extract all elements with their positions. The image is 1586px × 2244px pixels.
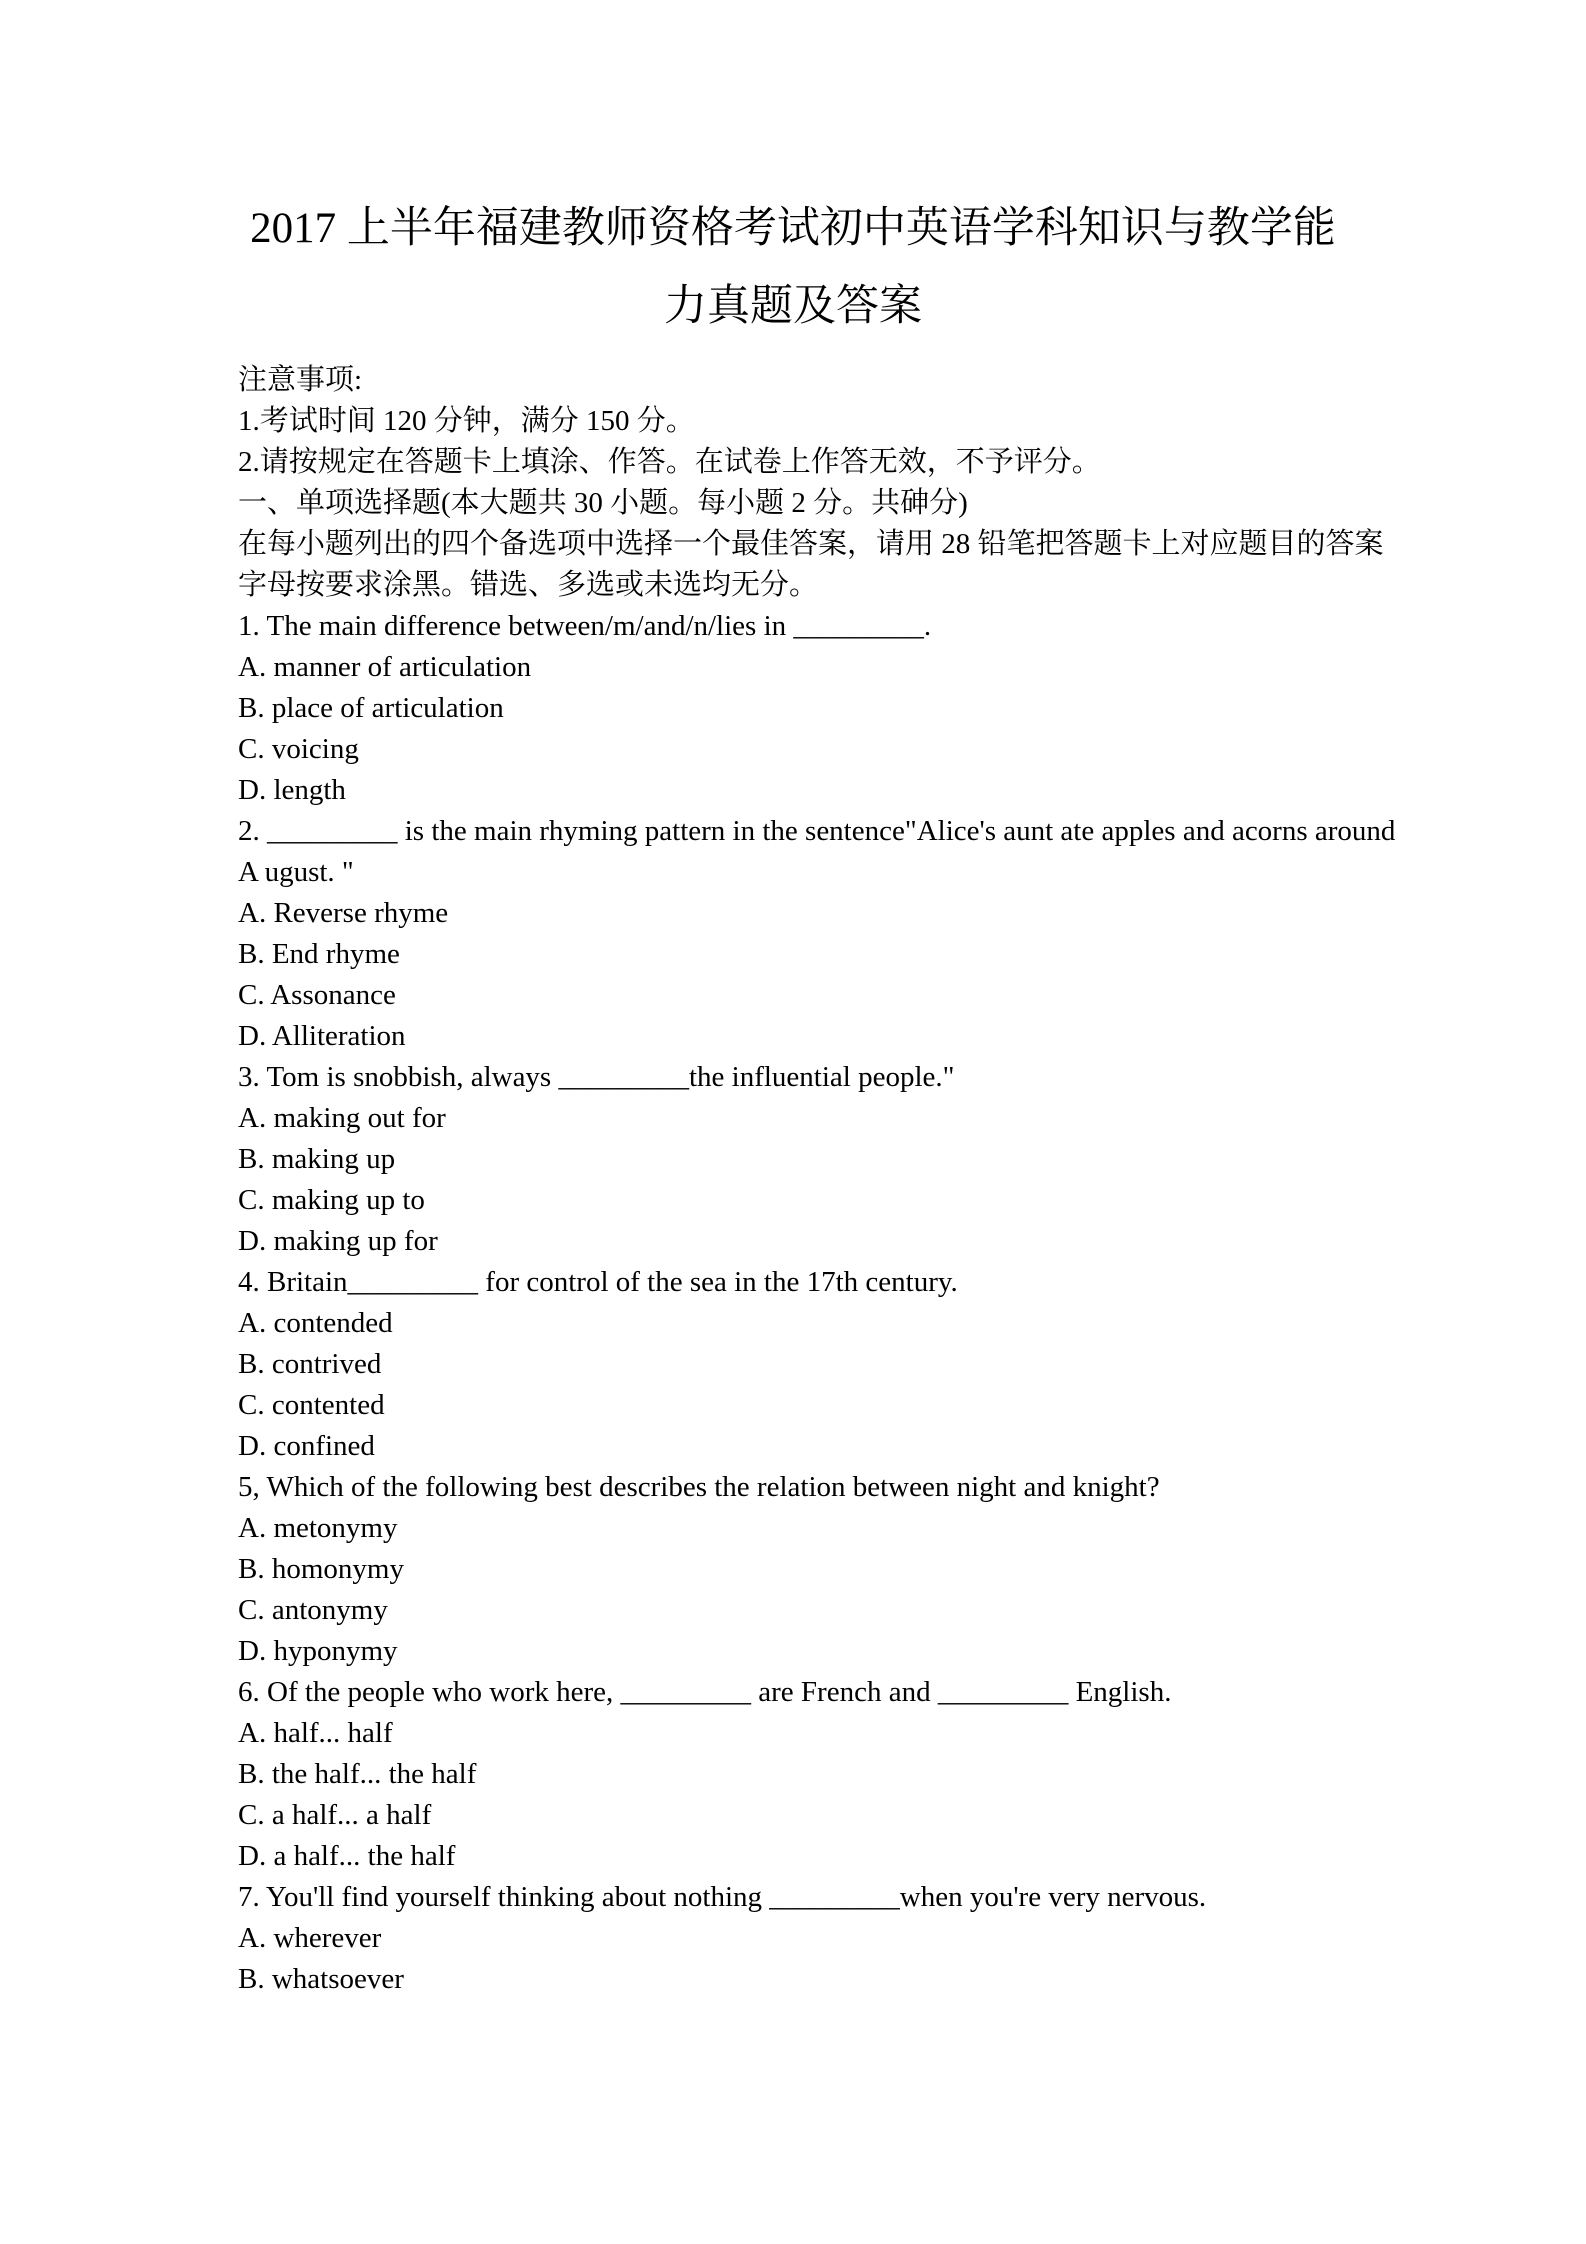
question-7 bbox=[238, 1877, 1356, 2000]
question-4-option-c: C. contented bbox=[238, 1389, 385, 1421]
question-2-option-b: B. End rhyme bbox=[238, 938, 400, 970]
question-6-stem: 6. Of the people who work here, _________ are French and _________ English. bbox=[238, 1676, 1172, 1708]
question-5-option-a: A. metonymy bbox=[238, 1512, 398, 1544]
question-7-option-a: A. wherever bbox=[238, 1922, 382, 1954]
question-5-option-b: B. homonymy bbox=[238, 1553, 404, 1585]
question-1-option-b: B. place of articulation bbox=[238, 692, 504, 724]
question-1-option-d: D. length bbox=[238, 774, 346, 806]
question-2-option-d: D. Alliteration bbox=[238, 1020, 406, 1052]
note-line-2: 2.请按规定在答题卡上填涂、作答。在试卷上作答无效，不予评分。 bbox=[238, 446, 1101, 478]
question-6-option-d: D. a half... the half bbox=[238, 1840, 456, 1872]
question-6 bbox=[238, 1672, 1356, 1877]
question-5-stem: 5, Which of the following best describes the relation between night and knight? bbox=[238, 1471, 1160, 1503]
question-3-option-a: A. making out for bbox=[238, 1102, 446, 1134]
section-instruction-line-2: 字母按要求涂黑。错选、多选或未选均无分。 bbox=[238, 569, 819, 601]
question-5-option-c: C. antonymy bbox=[238, 1594, 388, 1626]
section-instruction-line-1: 在每小题列出的四个备选项中选择一个最佳答案，请用 28 铅笔把答题卡上对应题目的答案 bbox=[238, 528, 1384, 560]
question-2-stem-continued: A ugust. " bbox=[238, 856, 354, 888]
question-4-stem: 4. Britain_________ for control of the sea in the 17th century. bbox=[238, 1266, 958, 1298]
question-3-option-c: C. making up to bbox=[238, 1184, 425, 1216]
question-6-option-b: B. the half... the half bbox=[238, 1758, 477, 1790]
question-2-option-c: C. Assonance bbox=[238, 979, 396, 1011]
question-3-option-d: D. making up for bbox=[238, 1225, 438, 1257]
question-1 bbox=[238, 606, 1356, 811]
question-2-option-a: A. Reverse rhyme bbox=[238, 897, 449, 929]
question-1-stem: 1. The main difference between/m/and/n/lies in _________. bbox=[238, 610, 932, 642]
title-line-1: 2017 上半年福建教师资格考试初中英语学科知识与教学能 bbox=[250, 205, 1336, 252]
question-4 bbox=[238, 1262, 1356, 1467]
section-heading: 一、单项选择题(本大题共 30 小题。每小题 2 分。共砷分) bbox=[238, 487, 968, 519]
question-1-option-c: C. voicing bbox=[238, 733, 359, 765]
question-6-option-c: C. a half... a half bbox=[238, 1799, 432, 1831]
question-3-stem: 3. Tom is snobbish, always _________the influential people." bbox=[238, 1061, 955, 1093]
question-3 bbox=[238, 1057, 1356, 1262]
question-7-stem: 7. You'll find yourself thinking about nothing _________when you're very nervous. bbox=[238, 1881, 1207, 1913]
question-2-stem: 2. _________ is the main rhyming pattern in the sentence"Alice's aunt ate apples and acorns around bbox=[238, 815, 1396, 847]
question-4-option-d: D. confined bbox=[238, 1430, 375, 1462]
question-7-option-b: B. whatsoever bbox=[238, 1963, 404, 1995]
document-title bbox=[0, 0, 1586, 346]
question-3-option-b: B. making up bbox=[238, 1143, 396, 1175]
document-body bbox=[0, 360, 1586, 2000]
question-5-option-d: D. hyponymy bbox=[238, 1635, 398, 1667]
question-4-option-b: B. contrived bbox=[238, 1348, 382, 1380]
note-line-1: 1.考试时间 120 分钟，满分 150 分。 bbox=[238, 405, 695, 437]
notes-heading: 注意事项: bbox=[238, 364, 363, 396]
question-1-option-a: A. manner of articulation bbox=[238, 651, 532, 683]
question-6-option-a: A. half... half bbox=[238, 1717, 393, 1749]
question-5 bbox=[238, 1467, 1356, 1672]
question-4-option-a: A. contended bbox=[238, 1307, 393, 1339]
question-2 bbox=[238, 811, 1396, 1057]
title-line-2: 力真题及答案 bbox=[664, 283, 922, 330]
